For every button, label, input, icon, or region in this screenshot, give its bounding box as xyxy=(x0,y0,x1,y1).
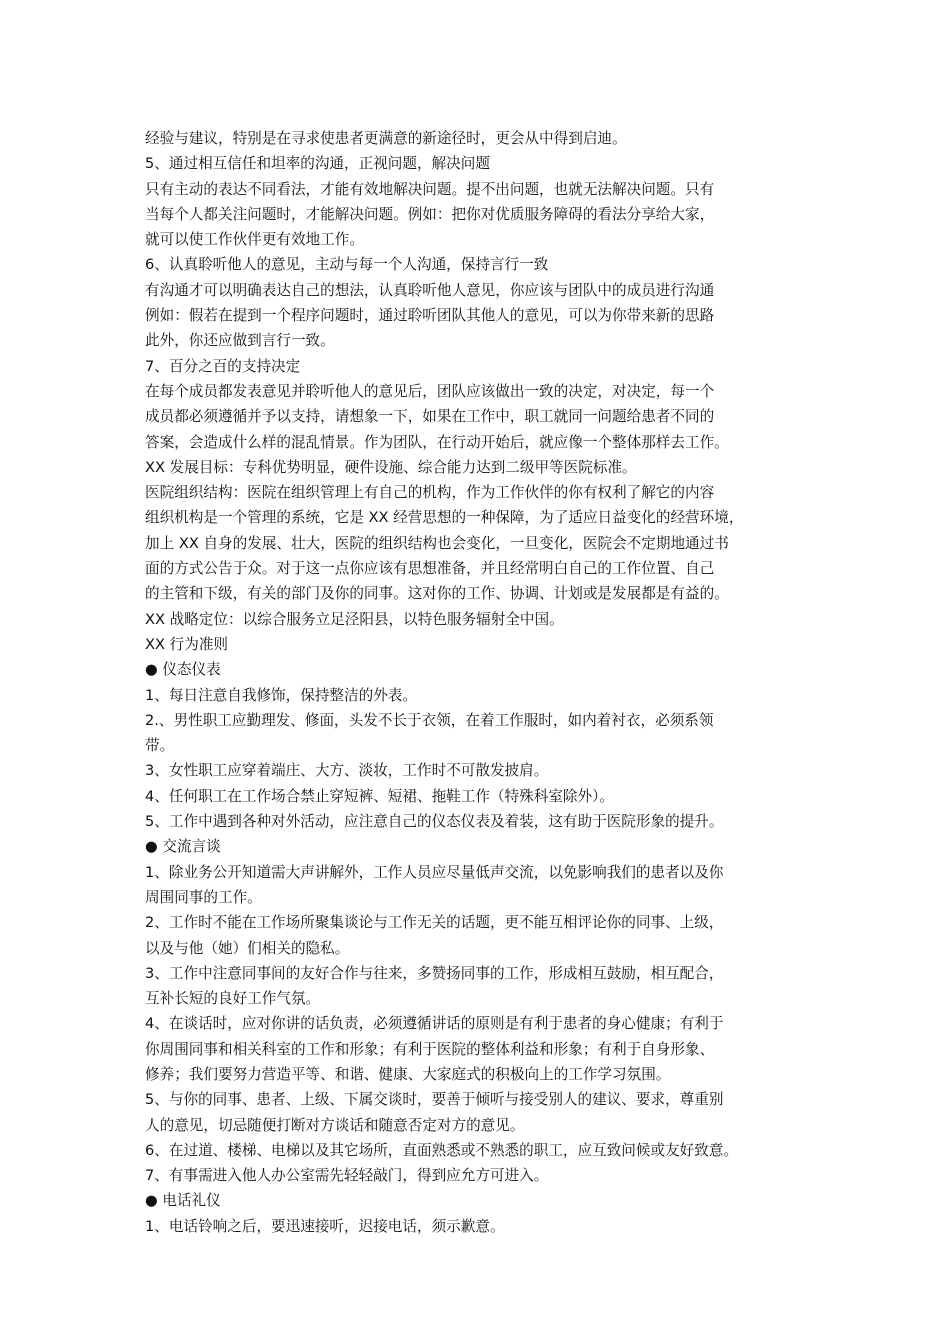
text-line: 互补长短的良好工作气氛。 xyxy=(145,990,321,1008)
section-heading: 7、百分之百的支持决定 xyxy=(145,357,301,375)
text-line: 组织机构是一个管理的系统，它是 XX 经营思想的一种保障，为了适应日益变化的经营环境， xyxy=(145,509,744,527)
development-goal: XX 发展目标：专科优势明显，硬件设施、综合能力达到二级甲等医院标准。 xyxy=(145,458,637,476)
bullet-heading-phone-etiquette: ● 电话礼仪 xyxy=(145,1192,221,1210)
text-line: 修养；我们要努力营造平等、和谐、健康、大家庭式的积极向上的工作学习氛围。 xyxy=(145,1065,671,1083)
text-line: 5、与你的同事、患者、上级、下属交谈时，要善于倾听与接受别人的建议、要求，尊重别 xyxy=(145,1091,724,1109)
bullet-heading-appearance: ● 仪态仪表 xyxy=(145,661,221,679)
text-line: 加上 XX 自身的发展、壮大，医院的组织结构也会变化，一旦变化，医院会不定期地通过书 xyxy=(145,534,729,552)
text-line: 周围同事的工作。 xyxy=(145,888,262,906)
code-of-conduct-title: XX 行为准则 xyxy=(145,635,229,653)
text-line: 2.、男性职工应勤理发、修面，头发不长于衣领，在着工作服时，如内着衬衣，必须系领 xyxy=(145,711,714,729)
section-heading: 5、通过相互信任和坦率的沟通，正视问题，解决问题 xyxy=(145,155,490,173)
text-line: 成员都必须遵循并予以支持，请想象一下，如果在工作中，职工就同一问题给患者不同的 xyxy=(145,408,715,426)
text-line: 就可以使工作伙伴更有效地工作。 xyxy=(145,231,364,249)
text-line: 医院组织结构：医院在组织管理上有自己的机构，作为工作伙伴的你有权利了解它的内容 xyxy=(145,484,715,502)
text-line: 4、在谈话时，应对你讲的话负责，必须遵循讲话的原则是有利于患者的身心健康；有利于 xyxy=(145,1015,724,1033)
text-line: 答案，会造成什么样的混乱情景。作为团队，在行动开始后，就应像一个整体那样去工作。 xyxy=(145,433,729,451)
section-heading: 6、认真聆听他人的意见，主动与每一个人沟通，保持言行一致 xyxy=(145,256,549,274)
text-line: 1、除业务公开知道需大声讲解外，工作人员应尽量低声交流，以免影响我们的患者以及你 xyxy=(145,863,724,881)
text-line: 4、任何职工在工作场合禁止穿短裤、短裙、拖鞋工作（特殊科室除外）。 xyxy=(145,787,614,805)
text-line: 当每个人都关注问题时，才能解决问题。例如：把你对优质服务障碍的看法分享给大家， xyxy=(145,205,715,223)
text-line: 3、女性职工应穿着端庄、大方、淡妆，工作时不可散发披肩。 xyxy=(145,762,549,780)
text-line: 以及与他（她）们相关的隐私。 xyxy=(145,939,350,957)
text-line: 的主管和下级，有关的部门及你的同事。这对你的工作、协调、计划或是发展都是有益的。 xyxy=(145,585,729,603)
text-line: 5、工作中遇到各种对外活动，应注意自己的仪态仪表及着装，这有助于医院形象的提升。 xyxy=(145,813,724,831)
text-line: 面的方式公告于众。对于这一点你应该有思想准备，并且经常明白自己的工作位置、自己 xyxy=(145,560,715,578)
text-line: 此外，你还应做到言行一致。 xyxy=(145,332,335,350)
text-line: 例如：假若在提到一个程序问题时，通过聆听团队其他人的意见，可以为你带来新的思路 xyxy=(145,307,715,325)
text-line: 3、工作中注意同事间的友好合作与往来，多赞扬同事的工作，形成相互鼓励，相互配合， xyxy=(145,964,724,982)
text-line: 人的意见，切忌随便打断对方谈话和随意否定对方的意见。 xyxy=(145,1116,525,1134)
text-line: 1、每日注意自我修饰，保持整洁的外表。 xyxy=(145,686,417,704)
text-line: 只有主动的表达不同看法，才能有效地解决问题。提不出问题，也就无法解决问题。只有 xyxy=(145,180,715,198)
bullet-heading-communication: ● 交流言谈 xyxy=(145,838,221,856)
text-line: 2、工作时不能在工作场所聚集谈论与工作无关的话题，更不能互相评论你的同事、上级， xyxy=(145,914,724,932)
text-line: 7、有事需进入他人办公室需先轻轻敲门，得到应允方可进入。 xyxy=(145,1167,549,1185)
text-line: 有沟通才可以明确表达自己的想法，认真聆听他人意见，你应该与团队中的成员进行沟通 xyxy=(145,281,715,299)
text-line: 经验与建议，特别是在寻求使患者更满意的新途径时，更会从中得到启迪。 xyxy=(145,130,627,147)
text-line: 带。 xyxy=(145,737,175,755)
text-line: 在每个成员都发表意见并聆听他人的意见后，团队应该做出一致的决定，对决定，每一个 xyxy=(145,382,715,400)
document-body xyxy=(145,126,825,1239)
text-line: 你周围同事和相关科室的工作和形象；有利于医院的整体利益和形象；有利于自身形象、 xyxy=(145,1040,715,1058)
text-line: 1、电话铃响之后，要迅速接听，迟接电话，须示歉意。 xyxy=(145,1217,505,1235)
text-line: 6、在过道、楼梯、电梯以及其它场所，直面熟悉或不熟悉的职工，应互致问候或友好致意。 xyxy=(145,1141,739,1159)
strategic-position: XX 战略定位：以综合服务立足泾阳县，以特色服务辐射全中国。 xyxy=(145,610,564,628)
